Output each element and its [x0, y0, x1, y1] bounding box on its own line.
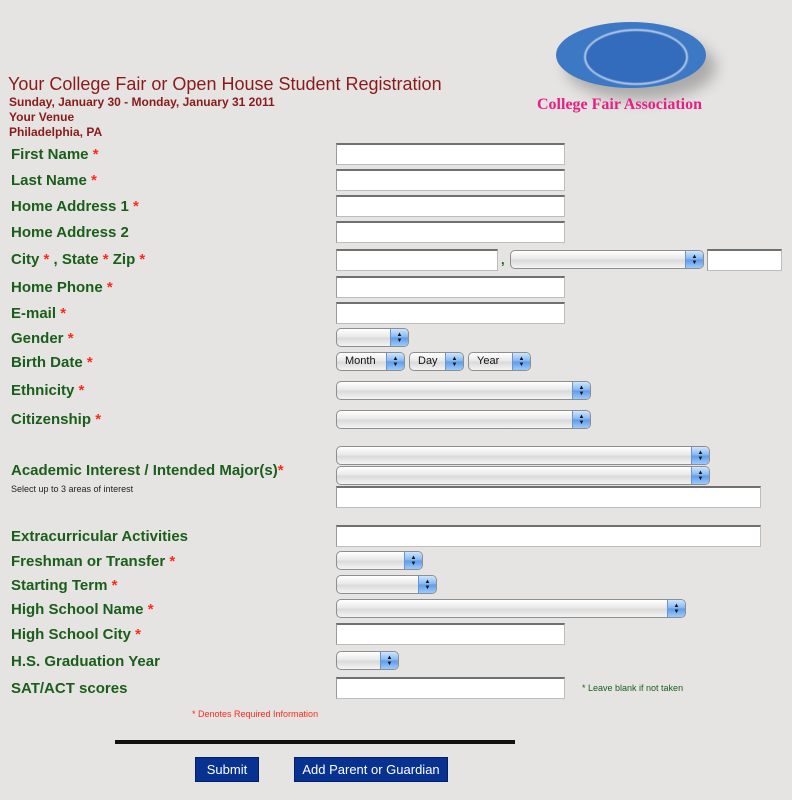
required-note: * Denotes Required Information	[192, 709, 319, 719]
birth-day-select[interactable]: Day ▲ ▼	[409, 352, 464, 371]
select-arrows-icon: ▲ ▼	[512, 353, 530, 370]
select-arrows-icon: ▲ ▼	[572, 382, 590, 399]
starting-term-label: Starting Term *	[11, 577, 118, 594]
freshman-transfer-label: Freshman or Transfer *	[11, 553, 176, 570]
high-school-name-label: High School Name *	[11, 601, 154, 618]
select-arrows-icon: ▲ ▼	[390, 329, 408, 346]
sat-act-input[interactable]	[336, 677, 565, 699]
city-state-separator: ,	[501, 252, 505, 267]
ethnicity-label: Ethnicity *	[11, 382, 85, 399]
email-label: E-mail *	[11, 305, 67, 322]
event-venue: Your Venue	[9, 110, 75, 124]
required-marker: *	[133, 198, 139, 215]
high-school-city-input[interactable]	[336, 623, 565, 645]
extracurricular-label: Extracurricular Activities	[11, 528, 189, 545]
divider	[115, 740, 515, 744]
city-state-zip-label: City * , State * Zip *	[11, 251, 146, 268]
citizenship-select[interactable]	[336, 410, 591, 429]
select-arrows-icon: ▲ ▼	[691, 447, 709, 464]
add-parent-button[interactable]: Add Parent or Guardian	[294, 757, 448, 782]
sat-act-label: SAT/ACT scores	[11, 680, 128, 697]
extracurricular-input[interactable]	[336, 525, 761, 547]
starting-term-select[interactable]	[336, 575, 437, 594]
home-phone-label: Home Phone *	[11, 279, 113, 296]
hs-grad-year-label: H.S. Graduation Year	[11, 653, 160, 670]
address2-label: Home Address 2	[11, 224, 129, 241]
logo-text: College Fair Association	[537, 96, 703, 113]
select-arrows-icon: ▲ ▼	[404, 552, 422, 569]
ethnicity-select[interactable]	[336, 381, 591, 400]
high-school-city-label: High School City *	[11, 626, 142, 643]
page-title: Your College Fair or Open House Student Registration	[8, 74, 442, 94]
sat-act-note: * Leave blank if not taken	[582, 683, 684, 693]
academic-interest-select-1[interactable]	[336, 446, 710, 465]
birth-year-select[interactable]: Year ▲ ▼	[468, 352, 531, 371]
birth-date-label: Birth Date *	[11, 354, 93, 371]
zip-input[interactable]	[707, 249, 782, 271]
high-school-name-select[interactable]	[336, 599, 686, 618]
select-arrows-icon: ▲ ▼	[572, 411, 590, 428]
event-location: Philadelphia, PA	[9, 125, 103, 139]
state-select[interactable]	[510, 250, 704, 269]
logo-ellipse-icon	[556, 22, 706, 88]
event-date: Sunday, January 30 - Monday, January 31 2011	[9, 95, 275, 109]
required-marker: *	[92, 146, 99, 163]
citizenship-label: Citizenship *	[11, 411, 102, 428]
select-arrows-icon: ▲ ▼	[685, 251, 703, 268]
first-name-input[interactable]	[336, 143, 565, 165]
home-phone-input[interactable]	[336, 276, 565, 298]
first-name-label: First Name *	[11, 146, 99, 163]
select-arrows-icon: ▲ ▼	[386, 353, 404, 370]
academic-interest-hint: Select up to 3 areas of interest	[11, 484, 134, 494]
gender-select[interactable]	[336, 328, 409, 347]
select-arrows-icon: ▲ ▼	[667, 600, 685, 617]
birth-month-select[interactable]: Month ▲ ▼	[336, 352, 405, 371]
address2-input[interactable]	[336, 221, 565, 243]
select-arrows-icon: ▲ ▼	[445, 353, 463, 370]
select-arrows-icon: ▲ ▼	[691, 467, 709, 484]
city-input[interactable]	[336, 249, 498, 271]
academic-interest-other-input[interactable]	[336, 486, 761, 508]
last-name-input[interactable]	[336, 169, 565, 191]
select-arrows-icon: ▲ ▼	[380, 652, 398, 669]
select-arrows-icon: ▲ ▼	[418, 576, 436, 593]
gender-label: Gender *	[11, 330, 74, 347]
email-input[interactable]	[336, 302, 565, 324]
last-name-label: Last Name *	[11, 172, 97, 189]
required-marker: *	[91, 172, 97, 189]
academic-interest-select-2[interactable]	[336, 466, 710, 485]
address1-input[interactable]	[336, 195, 565, 217]
address1-label: Home Address 1 *	[11, 198, 139, 215]
hs-grad-year-select[interactable]	[336, 651, 399, 670]
academic-interest-label: Academic Interest / Intended Major(s)*	[11, 462, 284, 479]
freshman-transfer-select[interactable]	[336, 551, 423, 570]
submit-button[interactable]: Submit	[195, 757, 259, 782]
